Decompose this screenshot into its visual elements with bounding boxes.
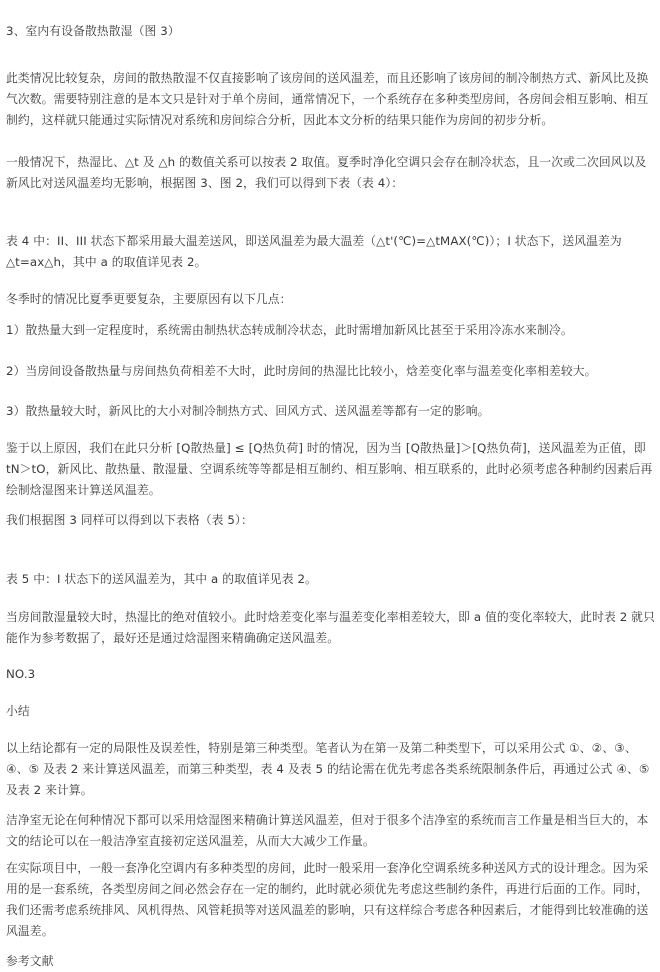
paragraph-table5-intro: 我们根据图 3 同样可以得到以下表格（表 5）： [6, 513, 253, 527]
paragraph-table4-note: 表 4 中：II、III 状态下都采用最大温差送风，即送风温差为最大温差（△t'(℃)=△tMAX(℃)）；I 状态下，送风温差为△t=ax△h，其中 a 的取值详见表 2。 [6, 234, 622, 269]
paragraph-conclusion: 以上结论都有一定的局限性及误差性，特别是第三种类型。笔者认为在第一及第二种类型下，可以采用公式 ①、②、③、④、⑤ 及表 2 来计算送风温差，而第三种类型，表 4 及表 5 的结论需在优先考虑各类系统限制条件后，再通过公式 ④、⑤ 及表 2 来计算。 [6, 741, 650, 797]
section-title-summary: 小结 [6, 704, 30, 718]
paragraph-summer: 一般情况下，热湿比、△t 及 △h 的数值关系可以按表 2 取值。夏季时净化空调只会存在制冷状态，且一次或二次回风以及新风比对送风温差均无影响，根据图 3、图 2，我们可以得到下表（表 4）： [6, 155, 647, 190]
paragraph-winter: 冬季时的情况比夏季更要复杂，主要原因有以下几点： [6, 292, 292, 306]
list-item-1: 1）散热量大到一定程度时，系统需由制热状态转成制冷状态，此时需增加新风比甚至于采用冷冻水来制冷。 [6, 323, 573, 337]
paragraph-intro: 此类情况比较复杂，房间的散热散湿不仅直接影响了该房间的送风温差，而且还影响了该房间的制冷制热方式、新风比及换气次数。需要特别注意的是本文只是针对于单个房间，通常情况下，一个系统存在多种类型房间，各房间会相互影响、相互制约，这样就只能通过实际情况对系统和房间综合分析，因此本文分析的结果只能作为房间的初步分析。 [6, 71, 649, 127]
paragraph-table5-note: 表 5 中：I 状态下的送风温差为，其中 a 的取值详见表 2。 [6, 572, 317, 586]
list-item-3: 3）散热量较大时，新风比的大小对制冷制热方式、回风方式、送风温差等都有一定的影响。 [6, 404, 490, 418]
paragraph-reasons: 鉴于以上原因，我们在此只分析 [Q散热量] ≤ [Q热负荷] 时的情况，因为当 [Q散热量]＞[Q热负荷]，送风温差为正值，即 tN＞tO，新风比、散热量、散湿量、空调系统等等都是相互制约、相互影响、相互联系的，此时必须考虑各种制约因素后再绘制焓湿图来计算送风温差。 [6, 441, 653, 497]
section-heading-3: 3、室内有设备散热散湿（图 3） [6, 24, 180, 38]
paragraph-practice: 在实际项目中，一般一套净化空调内有多种类型的房间，此时一般采用一套净化空调系统多种送风方式的设计理念。因为采用的是一套系统，各类型房间之间必然会存在一定的制约，此时就必须优先考虑这些制约条件，再进行后面的工作。同时，我们还需考虑系统排风、风机得热、风管耗损等对送风温差的影响，只有这样综合考虑各种因素后，才能得到比较准确的送风温差。 [6, 861, 649, 938]
paragraph-humidity: 当房间散湿量较大时，热湿比的绝对值较小。此时焓差变化率与温差变化率相差较大，即 a 值的变化率较大，此时表 2 就只能作为参考数据了，最好还是通过焓湿图来精确确定送风温差。 [6, 610, 655, 645]
list-item-2: 2）当房间设备散热量与房间热负荷相差不大时，此时房间的热湿比比较小，焓差变化率与温差变化率相差较大。 [6, 364, 597, 378]
paragraph-cleanroom: 洁净室无论在何种情况下都可以采用焓湿图来精确计算送风温差，但对于很多个洁净室的系统而言工作量是相当巨大的，本文的结论可以在一般洁净室直接初定送风温差，从而大大减少工作量。 [6, 813, 649, 848]
section-number: NO.3 [6, 667, 36, 681]
references-heading: 参考文献 [6, 954, 54, 968]
